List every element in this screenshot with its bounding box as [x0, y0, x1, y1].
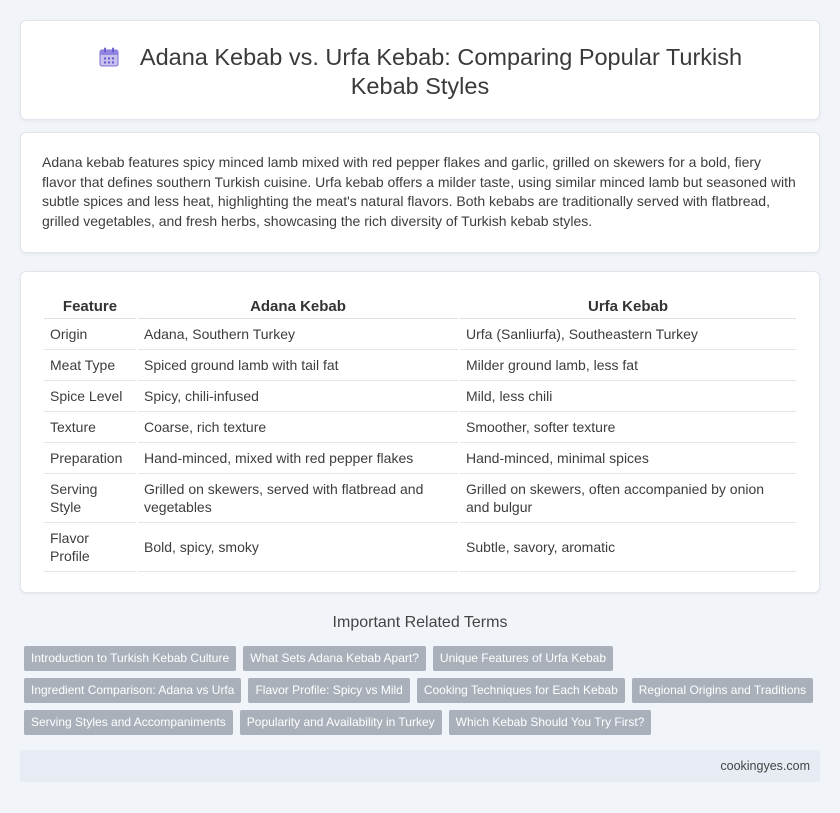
header-feature: Feature	[44, 294, 136, 319]
related-tag[interactable]: Popularity and Availability in Turkey	[240, 710, 442, 735]
comparison-table-card	[20, 271, 820, 593]
related-tag[interactable]: Introduction to Turkish Kebab Culture	[24, 646, 236, 671]
row-urfa: Grilled on skewers, often accompanied by onion and bulgur	[460, 474, 796, 523]
row-feature: Texture	[44, 412, 136, 443]
related-tag[interactable]: Cooking Techniques for Each Kebab	[417, 678, 625, 703]
related-tag[interactable]: Serving Styles and Accompaniments	[24, 710, 233, 735]
related-tag[interactable]: What Sets Adana Kebab Apart?	[243, 646, 426, 671]
row-urfa: Hand-minced, minimal spices	[460, 443, 796, 474]
table-row	[44, 523, 796, 572]
related-terms-title: Important Related Terms	[332, 614, 508, 631]
page-title-wrap	[61, 43, 779, 101]
page-title: Adana Kebab vs. Urfa Kebab: Comparing Popular Turkish Kebab Styles	[139, 44, 743, 99]
intro-card	[20, 132, 820, 253]
row-urfa: Urfa (Sanliurfa), Southeastern Turkey	[460, 319, 796, 350]
table-row	[44, 474, 796, 523]
related-tag[interactable]: Flavor Profile: Spicy vs Mild	[248, 678, 409, 703]
row-urfa: Smoother, softer texture	[460, 412, 796, 443]
row-adana: Spiced ground lamb with tail fat	[138, 350, 458, 381]
related-terms-list	[24, 646, 824, 735]
related-tag[interactable]: Unique Features of Urfa Kebab	[433, 646, 613, 671]
row-feature: Flavor Profile	[44, 523, 136, 572]
related-tag[interactable]: Regional Origins and Traditions	[632, 678, 813, 703]
row-adana: Spicy, chili-infused	[138, 381, 458, 412]
row-feature: Preparation	[44, 443, 136, 474]
comparison-table	[42, 294, 798, 572]
intro-paragraph: Adana kebab features spicy minced lamb mixed with red pepper flakes and garlic, grilled on skewers for a bold, fiery flavor that defines southern Turkish cuisine. Urfa kebab offers a milder taste, using similar minced lamb but seasoned with subtle spices and less heat, highlighting the meat's natural flavors. Both kebabs are traditionally served with flatbread, grilled vegetables, and fresh herbs, showcasing the rich diversity of Turkish kebab styles.	[42, 154, 796, 229]
header-adana: Adana Kebab	[138, 294, 458, 319]
table-row	[44, 319, 796, 350]
row-adana: Adana, Southern Turkey	[138, 319, 458, 350]
row-adana: Grilled on skewers, served with flatbread and vegetables	[138, 474, 458, 523]
row-feature: Serving Style	[44, 474, 136, 523]
row-feature: Origin	[44, 319, 136, 350]
header-urfa: Urfa Kebab	[460, 294, 796, 319]
related-tag[interactable]: Which Kebab Should You Try First?	[449, 710, 652, 735]
row-adana: Coarse, rich texture	[138, 412, 458, 443]
table-row	[44, 350, 796, 381]
row-adana: Bold, spicy, smoky	[138, 523, 458, 572]
footer	[20, 750, 820, 782]
row-urfa: Milder ground lamb, less fat	[460, 350, 796, 381]
title-card	[20, 20, 820, 120]
table-row	[44, 443, 796, 474]
row-adana: Hand-minced, mixed with red pepper flakes	[138, 443, 458, 474]
table-row	[44, 412, 796, 443]
table-row	[44, 381, 796, 412]
related-tag[interactable]: Ingredient Comparison: Adana vs Urfa	[24, 678, 241, 703]
row-urfa: Mild, less chili	[460, 381, 796, 412]
footer-site-link[interactable]: cookingyes.com	[720, 759, 810, 773]
row-feature: Spice Level	[44, 381, 136, 412]
calendar-icon	[98, 46, 120, 68]
table-header-row	[44, 294, 796, 319]
row-feature: Meat Type	[44, 350, 136, 381]
row-urfa: Subtle, savory, aromatic	[460, 523, 796, 572]
